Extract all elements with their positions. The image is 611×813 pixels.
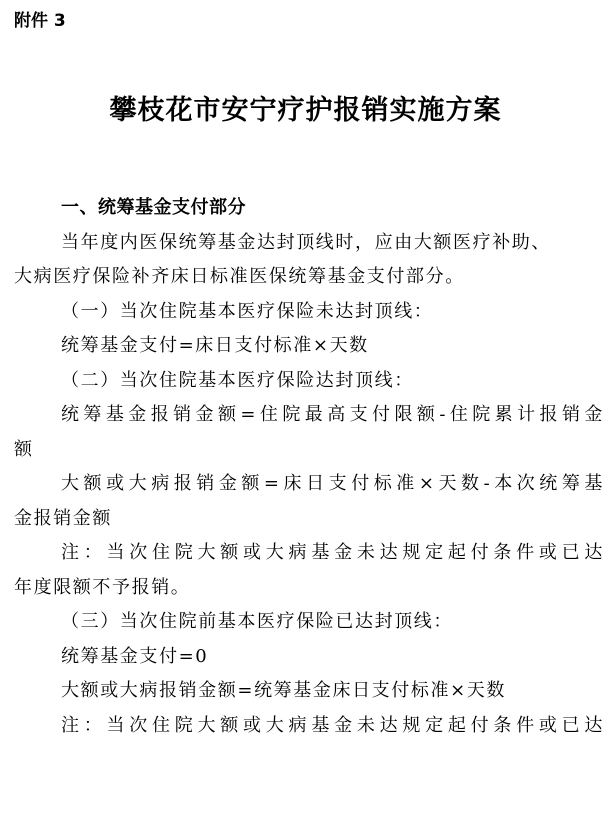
paragraph-line: 大病医疗保险补齐床日标准医保统筹基金支付部分。 [14,266,465,287]
formula-line: 统筹基金支付=床日支付标准×天数 [61,335,369,356]
note-line: 年度限额不予报销。 [14,576,191,598]
formula-line: 统筹基金报销金额=住院最高支付限额-住院累计报销金 [61,404,604,425]
paragraph-line: 当年度内医保统筹基金达封顶线时，应由大额医疗补助、 [61,231,551,253]
subsection-heading: （一）当次住院基本医疗保险未达封顶线： [61,300,434,322]
note-line: 注：当次住院大额或大病基金未达规定起付条件或已达 [61,714,604,736]
formula-line: 大额或大病报销金额=统筹基金床日支付标准×天数 [61,680,506,701]
subsection-heading: （三）当次住院前基本医疗保险已达封顶线： [61,611,453,632]
document-title: 攀枝花市安宁疗护报销实施方案 [109,95,502,126]
formula-line: 大额或大病报销金额=床日支付标准×天数-本次统筹基 [61,473,604,494]
section-heading: 一、统筹基金支付部分 [61,197,246,218]
note-line: 注：当次住院大额或大病基金未达规定起付条件或已达 [61,542,604,563]
formula-line: 金报销金额 [14,507,112,529]
formula-line: 额 [14,438,34,460]
formula-line: 统筹基金支付=0 [61,645,209,667]
subsection-heading: （二）当次住院基本医疗保险达封顶线： [61,369,414,391]
attachment-label: 附件 3 [14,11,66,31]
document-body [14,191,604,743]
